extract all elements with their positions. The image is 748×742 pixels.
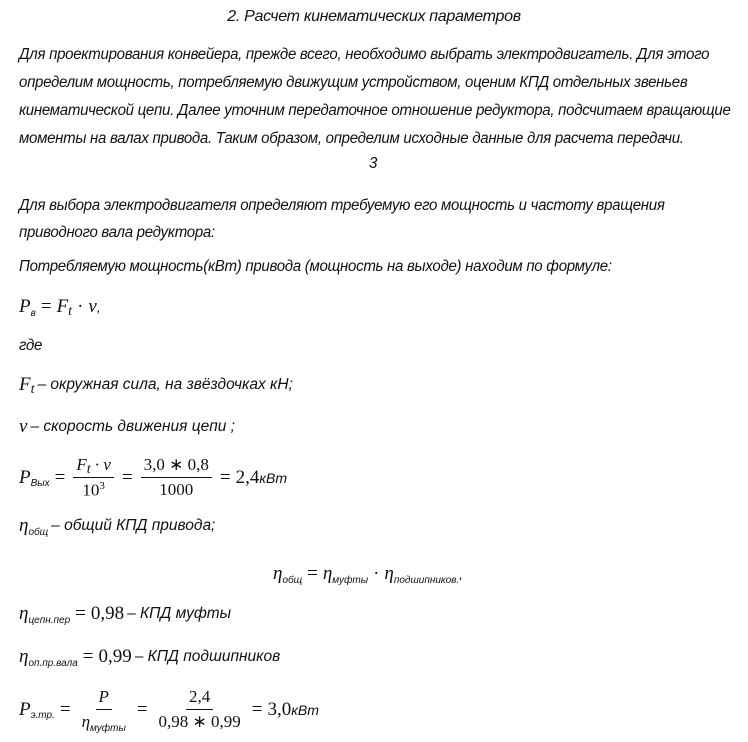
subscript: в <box>30 307 36 319</box>
definition-ft <box>19 374 293 396</box>
definition-text: – КПД подшипников <box>134 648 281 665</box>
text-line: Для выбора электродвигателя определяют требуемую его мощность и частоту вращения <box>19 197 665 214</box>
value: 0,99 <box>98 646 132 667</box>
text-line: кинематической цепи. Далее уточним передаточное отношение редуктора, подсчитаем вращающие <box>19 102 731 119</box>
operator: = <box>40 296 52 317</box>
unit: кВт <box>291 701 319 718</box>
subscript: муфты <box>332 574 369 586</box>
symbol: η <box>19 603 29 624</box>
symbol: η <box>81 712 91 731</box>
subscript: t <box>86 462 91 477</box>
symbol: F <box>76 455 87 474</box>
denominator: 0,98 ∗ 0,99 <box>158 712 241 731</box>
page-number: 3 <box>369 155 378 172</box>
definition-eta <box>19 515 215 537</box>
subscript: подшипников. <box>393 574 460 586</box>
fraction <box>73 455 114 501</box>
text-line: приводного вала редуктора: <box>19 224 215 241</box>
definition-text: – КПД муфты <box>127 605 232 622</box>
selection-paragraph <box>19 192 665 246</box>
formula-pout: P Вых = $\frac{Ft \cdot \nu}{10^3}$ = $\frac{3,0 ∗ 0,8}{1000}$ = 2,4 кВт <box>19 455 287 500</box>
subscript: э.тр. <box>30 710 55 721</box>
denominator: 1000 <box>159 480 194 500</box>
operator: · <box>373 563 380 584</box>
symbol: η <box>322 563 333 584</box>
symbol: η <box>19 515 29 536</box>
subscript: Вых <box>30 478 50 490</box>
fraction <box>141 455 212 500</box>
symbol: P <box>19 698 31 720</box>
subscript: цепн.пер <box>28 614 71 626</box>
fraction <box>156 687 244 732</box>
definition-v <box>19 416 235 438</box>
numerator: 3,0 ∗ 0,8 <box>141 455 212 478</box>
numerator: P <box>96 687 112 710</box>
section-title: 2. Расчет кинематических параметров <box>227 8 521 25</box>
formula-preq: P э.тр. = $\frac{P}{\eta_{муфты}}$ = $\frac{2,4}{0,98 ∗ 0,99}$ = 3,0 кВт <box>19 687 319 734</box>
symbol: · ν <box>90 455 111 474</box>
subscript: t <box>30 382 35 397</box>
definition-text: – окружная сила, на звёздочках кН; <box>37 376 293 393</box>
intro-paragraph <box>19 41 731 153</box>
result-value: 3,0 <box>267 698 292 720</box>
subscript: муфты <box>90 723 126 734</box>
symbol: P <box>19 466 31 488</box>
definition-text: – скорость движения цепи ; <box>30 418 235 435</box>
exponent: 3 <box>99 480 105 492</box>
fraction <box>79 687 129 732</box>
operator: · <box>77 296 84 317</box>
value: 10 <box>82 480 100 500</box>
subscript: общ <box>282 574 303 586</box>
symbol: ν <box>88 296 97 317</box>
numerator: 2,4 <box>186 687 213 710</box>
eta-chain: η цепн.пер = 0,98 – КПД муфты <box>19 603 232 626</box>
symbol: η <box>19 646 29 667</box>
subscript: общ <box>28 526 49 538</box>
definition-text: – общий КПД привода; <box>51 517 216 534</box>
text-line: моменты на валах привода. Таким образом, определим исходные данные для расчета передачи. <box>19 130 684 147</box>
power-intro: Потребляемую мощность(кВт) привода (мощность на выходе) находим по формуле: <box>19 258 612 275</box>
symbol: η <box>384 563 394 584</box>
symbol: P <box>19 296 31 317</box>
subscript: t <box>68 304 73 319</box>
text-line: Для проектирования конвейера, прежде всего, необходимо выбрать электродвигатель. Для этого <box>19 46 710 63</box>
eta-shaft: η оп.пр.вала = 0,99 – КПД подшипников <box>19 646 281 669</box>
symbol: ν <box>19 416 28 437</box>
punct: , <box>96 299 101 315</box>
formula-pv <box>19 296 101 318</box>
subscript: оп.пр.вала <box>28 657 78 669</box>
symbol: F <box>19 374 31 395</box>
where-label: где <box>19 337 43 354</box>
symbol: η <box>273 563 283 584</box>
result-value: 2,4 <box>235 466 260 488</box>
value: 0,98 <box>90 603 125 624</box>
unit: кВт <box>259 469 287 486</box>
symbol: F <box>56 296 69 317</box>
formula-eta-total: η общ = η муфты · η подшипников. , <box>273 563 464 586</box>
text-line: определим мощность, потребляемую движущим устройством, оценим КПД отдельных звеньев <box>19 74 688 91</box>
punct: , <box>459 566 464 582</box>
